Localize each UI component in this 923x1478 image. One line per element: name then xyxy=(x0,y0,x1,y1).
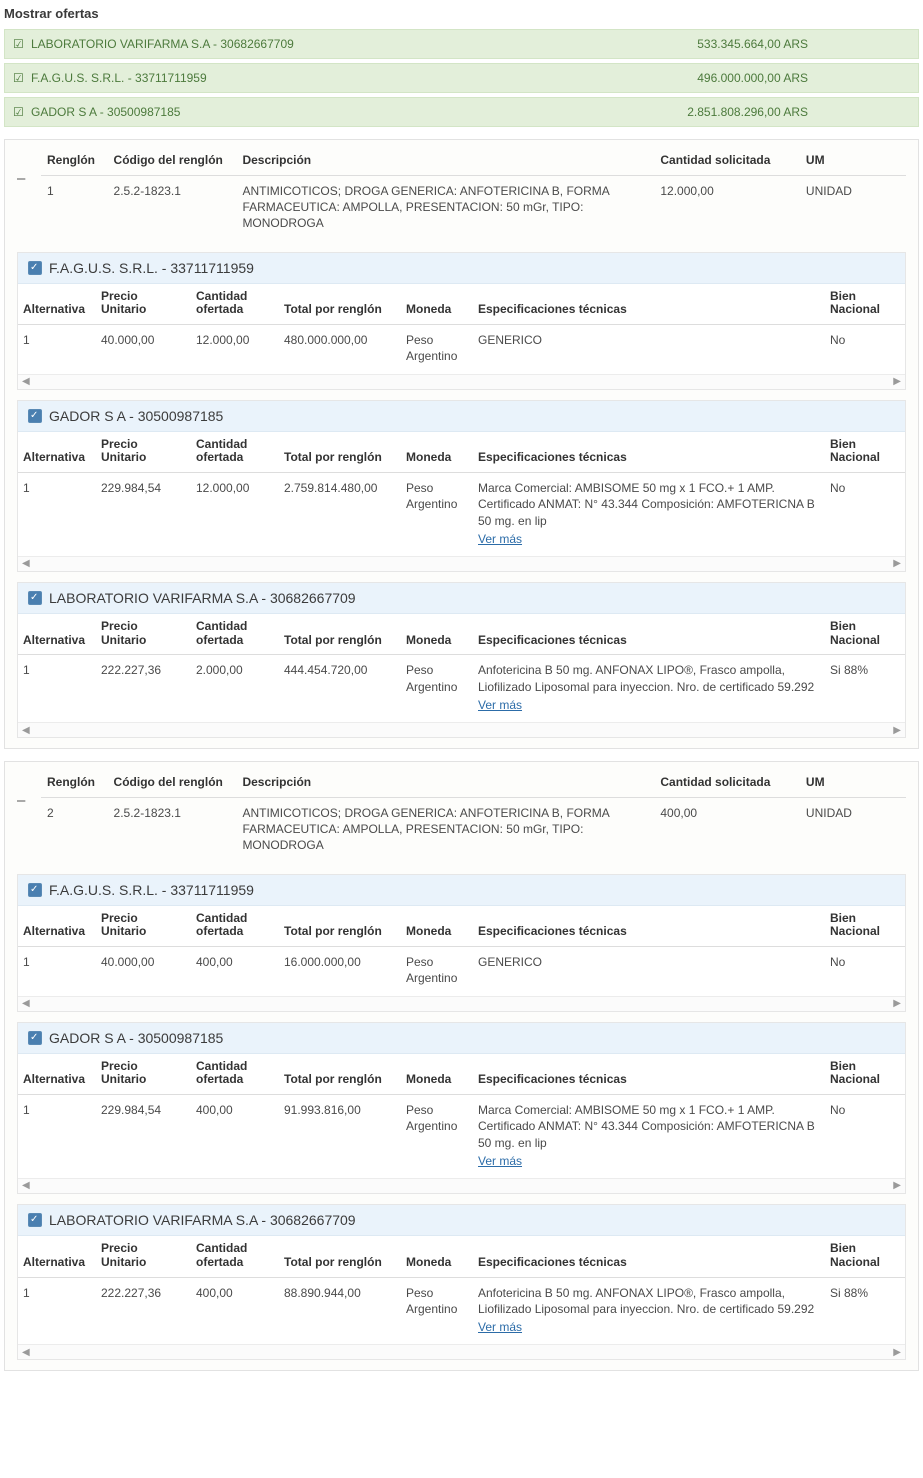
cell-total-por-renglon: 444.454.720,00 xyxy=(284,663,368,678)
check-square-icon: ☑ xyxy=(13,105,24,119)
col-header-precio-unitario: Precio Unitario xyxy=(96,284,191,325)
checkbox-checked-icon[interactable] xyxy=(28,261,42,275)
checkbox-checked-icon[interactable] xyxy=(28,1213,42,1227)
offer-banner-amount: 533.345.664,00 ARS xyxy=(697,37,808,51)
col-header-cantidad-ofertada: Cantidad ofertada xyxy=(191,1054,279,1095)
cell-alternativa: 1 xyxy=(23,1103,30,1118)
supplier-offer-block xyxy=(17,252,906,390)
cell-total-por-renglon: 2.759.814.480,00 xyxy=(284,481,378,496)
supplier-header[interactable] xyxy=(18,1023,905,1054)
supplier-offer-block xyxy=(17,1204,906,1360)
cell-especificaciones xyxy=(473,947,825,996)
col-header-moneda: Moneda xyxy=(401,1054,473,1095)
offer-banner-supplier: GADOR S A - 30500987185 xyxy=(31,105,181,119)
especificaciones-text: Anfotericina B 50 mg. ANFONAX LIPO®, Frasco ampolla, Liofilizado Liposomal para inyeccion. Nro. de certificado 59.292 xyxy=(478,663,815,694)
col-header-especificaciones: Especificaciones técnicas xyxy=(473,1236,825,1277)
cell-alternativa: 1 xyxy=(23,481,30,496)
check-square-icon: ☑ xyxy=(13,37,24,51)
cell-especificaciones xyxy=(473,473,825,556)
scroll-right-icon[interactable]: ▶ xyxy=(893,1180,901,1192)
table-row xyxy=(18,325,905,374)
cell-cantidad-ofertada: 12.000,00 xyxy=(196,333,250,348)
col-header-alternativa: Alternativa xyxy=(18,1054,96,1095)
offer-banner-list xyxy=(0,29,923,127)
table-row xyxy=(18,473,905,556)
col-header-codigo: Código del renglón xyxy=(108,150,237,176)
scroll-left-icon[interactable]: ◀ xyxy=(22,998,30,1010)
offer-table xyxy=(18,614,905,722)
col-header-alternativa: Alternativa xyxy=(18,284,96,325)
cell-um: UNIDAD xyxy=(805,184,852,198)
offer-banner[interactable] xyxy=(4,97,919,127)
col-header-especificaciones: Especificaciones técnicas xyxy=(473,906,825,947)
col-header-precio-unitario: Precio Unitario xyxy=(96,906,191,947)
cell-especificaciones xyxy=(473,325,825,374)
cell-cantidad-ofertada: 400,00 xyxy=(196,1103,233,1118)
offer-table xyxy=(18,432,905,556)
col-header-renglon: Renglón xyxy=(41,772,108,798)
cell-total-por-renglon: 91.993.816,00 xyxy=(284,1103,361,1118)
col-header-especificaciones: Especificaciones técnicas xyxy=(473,1054,825,1095)
cell-bien-nacional: No xyxy=(830,955,846,970)
cell-moneda: Peso Argentino xyxy=(406,663,458,694)
cell-cantidad-ofertada: 400,00 xyxy=(196,955,233,970)
col-header-descripcion: Descripción xyxy=(236,772,654,798)
scroll-left-icon[interactable]: ◀ xyxy=(22,558,30,570)
col-header-precio-unitario: Precio Unitario xyxy=(96,614,191,655)
cell-bien-nacional: No xyxy=(830,333,846,348)
supplier-name: LABORATORIO VARIFARMA S.A - 30682667709 xyxy=(49,589,356,606)
horizontal-scrollbar[interactable] xyxy=(18,1344,905,1359)
horizontal-scrollbar[interactable] xyxy=(18,374,905,389)
col-header-total-por-renglon: Total por renglón xyxy=(279,906,401,947)
col-header-especificaciones: Especificaciones técnicas xyxy=(473,284,825,325)
col-header-alternativa: Alternativa xyxy=(18,432,96,473)
offer-banner[interactable] xyxy=(4,29,919,59)
col-header-renglon: Renglón xyxy=(41,150,108,176)
col-header-um: UM xyxy=(800,150,906,176)
renglon-card xyxy=(4,761,919,1371)
cell-cantidad-solicitada: 12.000,00 xyxy=(660,184,714,198)
horizontal-scrollbar[interactable] xyxy=(18,1178,905,1193)
collapse-toggle-icon[interactable]: – xyxy=(17,170,26,187)
scroll-right-icon[interactable]: ▶ xyxy=(893,558,901,570)
cell-moneda: Peso Argentino xyxy=(406,1285,458,1316)
cell-total-por-renglon: 88.890.944,00 xyxy=(284,1285,361,1300)
ver-mas-link[interactable]: Ver más xyxy=(478,531,523,546)
col-header-moneda: Moneda xyxy=(401,1236,473,1277)
offer-banner-supplier: F.A.G.U.S. S.R.L. - 33711711959 xyxy=(31,71,207,85)
cell-alternativa: 1 xyxy=(23,663,30,678)
col-header-codigo: Código del renglón xyxy=(108,772,237,798)
col-header-total-por-renglon: Total por renglón xyxy=(279,284,401,325)
col-header-moneda: Moneda xyxy=(401,614,473,655)
col-header-bien-nacional: Bien Nacional xyxy=(825,1054,905,1095)
supplier-name: F.A.G.U.S. S.R.L. - 33711711959 xyxy=(49,259,254,276)
col-header-moneda: Moneda xyxy=(401,906,473,947)
cell-precio-unitario: 40.000,00 xyxy=(101,333,155,348)
page-title: Mostrar ofertas xyxy=(4,6,99,21)
supplier-offer-block xyxy=(17,582,906,738)
col-header-descripcion: Descripción xyxy=(236,150,654,176)
col-header-bien-nacional: Bien Nacional xyxy=(825,906,905,947)
supplier-name: GADOR S A - 30500987185 xyxy=(49,407,224,424)
scroll-right-icon[interactable]: ▶ xyxy=(893,998,901,1010)
renglon-card xyxy=(4,139,919,749)
offer-table xyxy=(18,284,905,374)
cell-precio-unitario: 222.227,36 xyxy=(101,1285,162,1300)
col-header-alternativa: Alternativa xyxy=(18,614,96,655)
supplier-name: LABORATORIO VARIFARMA S.A - 30682667709 xyxy=(49,1211,356,1228)
checkbox-checked-icon[interactable] xyxy=(28,591,42,605)
scroll-right-icon[interactable]: ▶ xyxy=(893,376,901,388)
col-header-alternativa: Alternativa xyxy=(18,906,96,947)
cell-moneda: Peso Argentino xyxy=(406,1103,458,1134)
cell-bien-nacional: Si 88% xyxy=(830,663,869,678)
col-header-cantidad-ofertada: Cantidad ofertada xyxy=(191,906,279,947)
supplier-offer-block xyxy=(17,874,906,1012)
cell-alternativa: 1 xyxy=(23,1285,30,1300)
supplier-header[interactable] xyxy=(18,1205,905,1236)
table-row xyxy=(18,655,905,722)
offer-banner[interactable] xyxy=(4,63,919,93)
cell-cantidad-ofertada: 2.000,00 xyxy=(196,663,243,678)
scroll-right-icon[interactable]: ▶ xyxy=(893,1346,901,1358)
cell-descripcion: ANTIMICOTICOS; DROGA GENERICA: ANFOTERICINA B, FORMA FARMACEUTICA: AMPOLLA, PRESENTACION: 50 mGr, TIPO: MONODROGA xyxy=(242,806,610,853)
table-row xyxy=(41,176,906,242)
col-header-cantidad-ofertada: Cantidad ofertada xyxy=(191,284,279,325)
cell-bien-nacional: No xyxy=(830,1103,846,1118)
checkbox-checked-icon[interactable] xyxy=(28,883,42,897)
col-header-total-por-renglon: Total por renglón xyxy=(279,1054,401,1095)
table-row xyxy=(18,1095,905,1178)
col-header-bien-nacional: Bien Nacional xyxy=(825,614,905,655)
check-square-icon: ☑ xyxy=(13,71,24,85)
scroll-left-icon[interactable]: ◀ xyxy=(22,1180,30,1192)
cell-especificaciones xyxy=(473,655,825,722)
cell-total-por-renglon: 16.000.000,00 xyxy=(284,955,361,970)
cell-moneda: Peso Argentino xyxy=(406,333,458,364)
col-header-bien-nacional: Bien Nacional xyxy=(825,432,905,473)
ver-mas-link[interactable]: Ver más xyxy=(478,1319,523,1334)
cell-cantidad-ofertada: 400,00 xyxy=(196,1285,233,1300)
scroll-left-icon[interactable]: ◀ xyxy=(22,376,30,388)
cell-especificaciones xyxy=(473,1277,825,1344)
col-header-alternativa: Alternativa xyxy=(18,1236,96,1277)
cell-precio-unitario: 229.984,54 xyxy=(101,481,162,496)
especificaciones-text: GENERICO xyxy=(478,333,543,348)
col-header-precio-unitario: Precio Unitario xyxy=(96,1054,191,1095)
supplier-header[interactable] xyxy=(18,583,905,614)
supplier-offer-block xyxy=(17,400,906,572)
col-header-cantidad-ofertada: Cantidad ofertada xyxy=(191,1236,279,1277)
especificaciones-text: Marca Comercial: AMBISOME 50 mg x 1 FCO.+ 1 AMP. Certificado ANMAT: N° 43.344 Composición: AMFOTERICNA B 50 mg. en lip xyxy=(478,481,815,528)
col-header-total-por-renglon: Total por renglón xyxy=(279,432,401,473)
cell-precio-unitario: 222.227,36 xyxy=(101,663,162,678)
cell-precio-unitario: 40.000,00 xyxy=(101,955,155,970)
cell-cantidad-solicitada: 400,00 xyxy=(660,806,698,821)
cell-moneda: Peso Argentino xyxy=(406,481,458,512)
offer-banner-supplier: LABORATORIO VARIFARMA S.A - 30682667709 xyxy=(31,37,294,51)
col-header-cantidad-ofertada: Cantidad ofertada xyxy=(191,614,279,655)
cell-alternativa: 1 xyxy=(23,955,30,970)
cell-precio-unitario: 229.984,54 xyxy=(101,1103,162,1118)
table-row xyxy=(18,947,905,996)
offer-table xyxy=(18,906,905,996)
cell-alternativa: 1 xyxy=(23,333,30,348)
cell-renglon: 2 xyxy=(47,806,54,821)
cell-cantidad-ofertada: 12.000,00 xyxy=(196,481,250,496)
checkbox-checked-icon[interactable] xyxy=(28,409,42,423)
col-header-bien-nacional: Bien Nacional xyxy=(825,1236,905,1277)
especificaciones-text: GENERICO xyxy=(478,955,543,970)
col-header-bien-nacional: Bien Nacional xyxy=(825,284,905,325)
cell-um: UNIDAD xyxy=(805,806,852,821)
ver-mas-link[interactable]: Ver más xyxy=(478,1153,523,1168)
horizontal-scrollbar[interactable] xyxy=(18,722,905,737)
offer-table xyxy=(18,1236,905,1344)
supplier-header[interactable] xyxy=(18,401,905,432)
col-header-cantidad-solicitada: Cantidad solicitada xyxy=(654,150,800,176)
col-header-especificaciones: Especificaciones técnicas xyxy=(473,432,825,473)
cell-moneda: Peso Argentino xyxy=(406,955,458,986)
scroll-left-icon[interactable]: ◀ xyxy=(22,724,30,736)
renglon-table xyxy=(41,150,906,242)
checkbox-checked-icon[interactable] xyxy=(28,1031,42,1045)
cell-codigo: 2.5.2-1823.1 xyxy=(113,184,181,198)
supplier-name: F.A.G.U.S. S.R.L. - 33711711959 xyxy=(49,881,254,898)
horizontal-scrollbar[interactable] xyxy=(18,996,905,1011)
col-header-cantidad-solicitada: Cantidad solicitada xyxy=(654,772,800,798)
especificaciones-text: Marca Comercial: AMBISOME 50 mg x 1 FCO.+ 1 AMP. Certificado ANMAT: N° 43.344 Composición: AMFOTERICNA B 50 mg. en lip xyxy=(478,1103,815,1150)
col-header-um: UM xyxy=(800,772,906,798)
col-header-total-por-renglon: Total por renglón xyxy=(279,614,401,655)
scroll-left-icon[interactable]: ◀ xyxy=(22,1346,30,1358)
col-header-precio-unitario: Precio Unitario xyxy=(96,1236,191,1277)
cell-bien-nacional: Si 88% xyxy=(830,1285,869,1300)
supplier-header[interactable] xyxy=(18,875,905,906)
scroll-right-icon[interactable]: ▶ xyxy=(893,724,901,736)
supplier-header[interactable] xyxy=(18,253,905,284)
col-header-total-por-renglon: Total por renglón xyxy=(279,1236,401,1277)
col-header-precio-unitario: Precio Unitario xyxy=(96,432,191,473)
col-header-moneda: Moneda xyxy=(401,284,473,325)
cell-bien-nacional: No xyxy=(830,481,846,496)
cell-especificaciones xyxy=(473,1095,825,1178)
table-row xyxy=(18,1277,905,1344)
cell-total-por-renglon: 480.000.000,00 xyxy=(284,333,368,348)
offer-banner-amount: 496.000.000,00 ARS xyxy=(697,71,808,85)
supplier-name: GADOR S A - 30500987185 xyxy=(49,1029,224,1046)
col-header-cantidad-ofertada: Cantidad ofertada xyxy=(191,432,279,473)
cell-descripcion: ANTIMICOTICOS; DROGA GENERICA: ANFOTERICINA B, FORMA FARMACEUTICA: AMPOLLA, PRESENTACION: 50 mGr, TIPO: MONODROGA xyxy=(242,184,610,231)
offer-banner-amount: 2.851.808.296,00 ARS xyxy=(687,105,808,119)
offer-table xyxy=(18,1054,905,1178)
horizontal-scrollbar[interactable] xyxy=(18,556,905,571)
renglon-list xyxy=(0,139,923,1371)
supplier-offer-block xyxy=(17,1022,906,1194)
table-row xyxy=(41,798,906,864)
col-header-especificaciones: Especificaciones técnicas xyxy=(473,614,825,655)
renglon-table xyxy=(41,772,906,864)
collapse-toggle-icon[interactable]: – xyxy=(17,792,26,810)
cell-codigo: 2.5.2-1823.1 xyxy=(113,806,181,821)
ver-mas-link[interactable]: Ver más xyxy=(478,697,523,712)
col-header-moneda: Moneda xyxy=(401,432,473,473)
especificaciones-text: Anfotericina B 50 mg. ANFONAX LIPO®, Frasco ampolla, Liofilizado Liposomal para inyeccion. Nro. de certificado 59.292 xyxy=(478,1285,815,1316)
cell-renglon: 1 xyxy=(47,184,54,198)
